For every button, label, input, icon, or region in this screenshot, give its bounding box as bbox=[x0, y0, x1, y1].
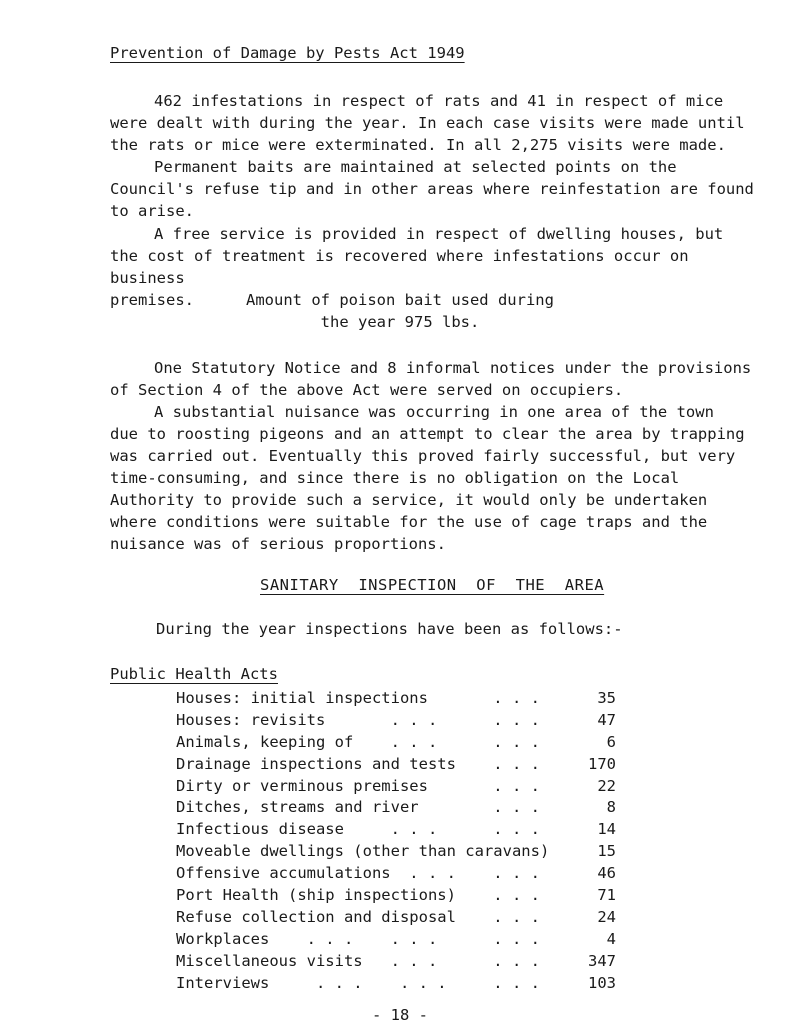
list-item bbox=[176, 929, 616, 951]
paragraph-line: of Section 4 of the above Act were served on occupiers. bbox=[110, 381, 624, 399]
poison-bait-note bbox=[0, 289, 800, 333]
paragraph-statutory-notice bbox=[110, 357, 770, 401]
paragraph-rats-mice bbox=[110, 90, 770, 156]
list-item bbox=[176, 732, 616, 754]
list-item bbox=[176, 710, 616, 732]
item-label: Ditches, streams and river . . . bbox=[176, 798, 540, 817]
item-value: 8 bbox=[606, 798, 616, 817]
item-label: Miscellaneous visits . . . . . . bbox=[176, 951, 540, 970]
paragraph-line: Authority to provide such a service, it would only be undertaken bbox=[110, 491, 708, 509]
item-label: Moveable dwellings (other than caravans) bbox=[176, 842, 550, 861]
item-value: 6 bbox=[606, 732, 616, 751]
item-label: Port Health (ship inspections) . . . bbox=[176, 886, 540, 905]
list-item bbox=[176, 951, 616, 973]
item-value: 35 bbox=[597, 689, 616, 707]
item-value: 103 bbox=[588, 973, 616, 992]
poison-note-line: the year 975 lbs. bbox=[320, 313, 480, 331]
section-title: SANITARY INSPECTION OF THE AREA bbox=[260, 576, 605, 594]
paragraph-line: nuisance was of serious proportions. bbox=[110, 535, 446, 553]
page-number: - 18 - bbox=[372, 1006, 428, 1024]
list-item bbox=[176, 841, 616, 863]
inspections-list bbox=[176, 688, 616, 994]
item-value: 15 bbox=[597, 842, 616, 861]
item-label: Dirty or verminous premises . . . bbox=[176, 776, 540, 795]
paragraph-line: One Statutory Notice and 8 informal notices under the provisions bbox=[154, 359, 752, 377]
page-heading: Prevention of Damage by Pests Act 1949 bbox=[110, 44, 465, 62]
item-value: 14 bbox=[597, 820, 616, 839]
item-label: Houses: revisits . . . . . . bbox=[176, 710, 540, 729]
section-subheading: Public Health Acts bbox=[110, 665, 278, 683]
item-label: Workplaces . . . . . . . . . bbox=[176, 929, 540, 948]
list-item bbox=[176, 973, 616, 995]
list-item bbox=[176, 885, 616, 907]
paragraph-line: A substantial nuisance was occurring in one area of the town bbox=[154, 403, 714, 421]
item-label: Interviews . . . . . . . . . bbox=[176, 973, 540, 992]
item-value: 347 bbox=[588, 951, 616, 970]
paragraph-line: due to roosting pigeons and an attempt to clear the area by trapping bbox=[110, 425, 745, 443]
list-item bbox=[176, 797, 616, 819]
paragraph-line: time-consuming, and since there is no obligation on the Local bbox=[110, 469, 680, 487]
item-value: 4 bbox=[606, 929, 616, 948]
list-item bbox=[176, 754, 616, 776]
item-label: Houses: initial inspections . . . bbox=[176, 689, 540, 707]
item-value: 47 bbox=[597, 710, 616, 729]
paragraph-line: Council's refuse tip and in other areas where reinfestation are found bbox=[110, 180, 754, 198]
item-label: Offensive accumulations . . . . . . bbox=[176, 864, 540, 883]
paragraph-line: were dealt with during the year. In each case visits were made until bbox=[110, 114, 745, 132]
poison-note-line: Amount of poison bait used during bbox=[246, 291, 554, 309]
list-item bbox=[176, 776, 616, 798]
paragraph-line: the cost of treatment is recovered where infestations occur on business bbox=[110, 247, 689, 287]
paragraph-line: 462 infestations in respect of rats and 41 in respect of mice bbox=[154, 92, 724, 110]
list-item bbox=[176, 863, 616, 885]
paragraph-line: where conditions were suitable for the use of cage traps and the bbox=[110, 513, 708, 531]
item-value: 46 bbox=[597, 864, 616, 883]
item-value: 22 bbox=[597, 776, 616, 795]
list-item bbox=[176, 688, 616, 710]
list-item bbox=[176, 907, 616, 929]
paragraph-pigeons bbox=[110, 401, 770, 555]
paragraph-line: was carried out. Eventually this proved fairly successful, but very bbox=[110, 447, 736, 465]
paragraph-line: the rats or mice were exterminated. In all 2,275 visits were made. bbox=[110, 136, 726, 154]
item-value: 71 bbox=[597, 886, 616, 905]
paragraph-line: A free service is provided in respect of dwelling houses, but bbox=[154, 225, 724, 243]
item-value: 24 bbox=[597, 907, 616, 926]
paragraph-line: Permanent baits are maintained at selected points on the bbox=[154, 158, 677, 176]
paragraph-permanent-baits bbox=[110, 156, 770, 222]
section-intro: During the year inspections have been as follows:- bbox=[156, 620, 623, 638]
item-label: Animals, keeping of . . . . . . bbox=[176, 732, 540, 751]
item-label: Drainage inspections and tests . . . bbox=[176, 754, 540, 773]
item-label: Infectious disease . . . . . . bbox=[176, 820, 540, 839]
paragraph-line: premises. bbox=[110, 291, 194, 309]
item-label: Refuse collection and disposal . . . bbox=[176, 907, 540, 926]
item-value: 170 bbox=[588, 754, 616, 773]
paragraph-line: to arise. bbox=[110, 202, 194, 220]
list-item bbox=[176, 819, 616, 841]
